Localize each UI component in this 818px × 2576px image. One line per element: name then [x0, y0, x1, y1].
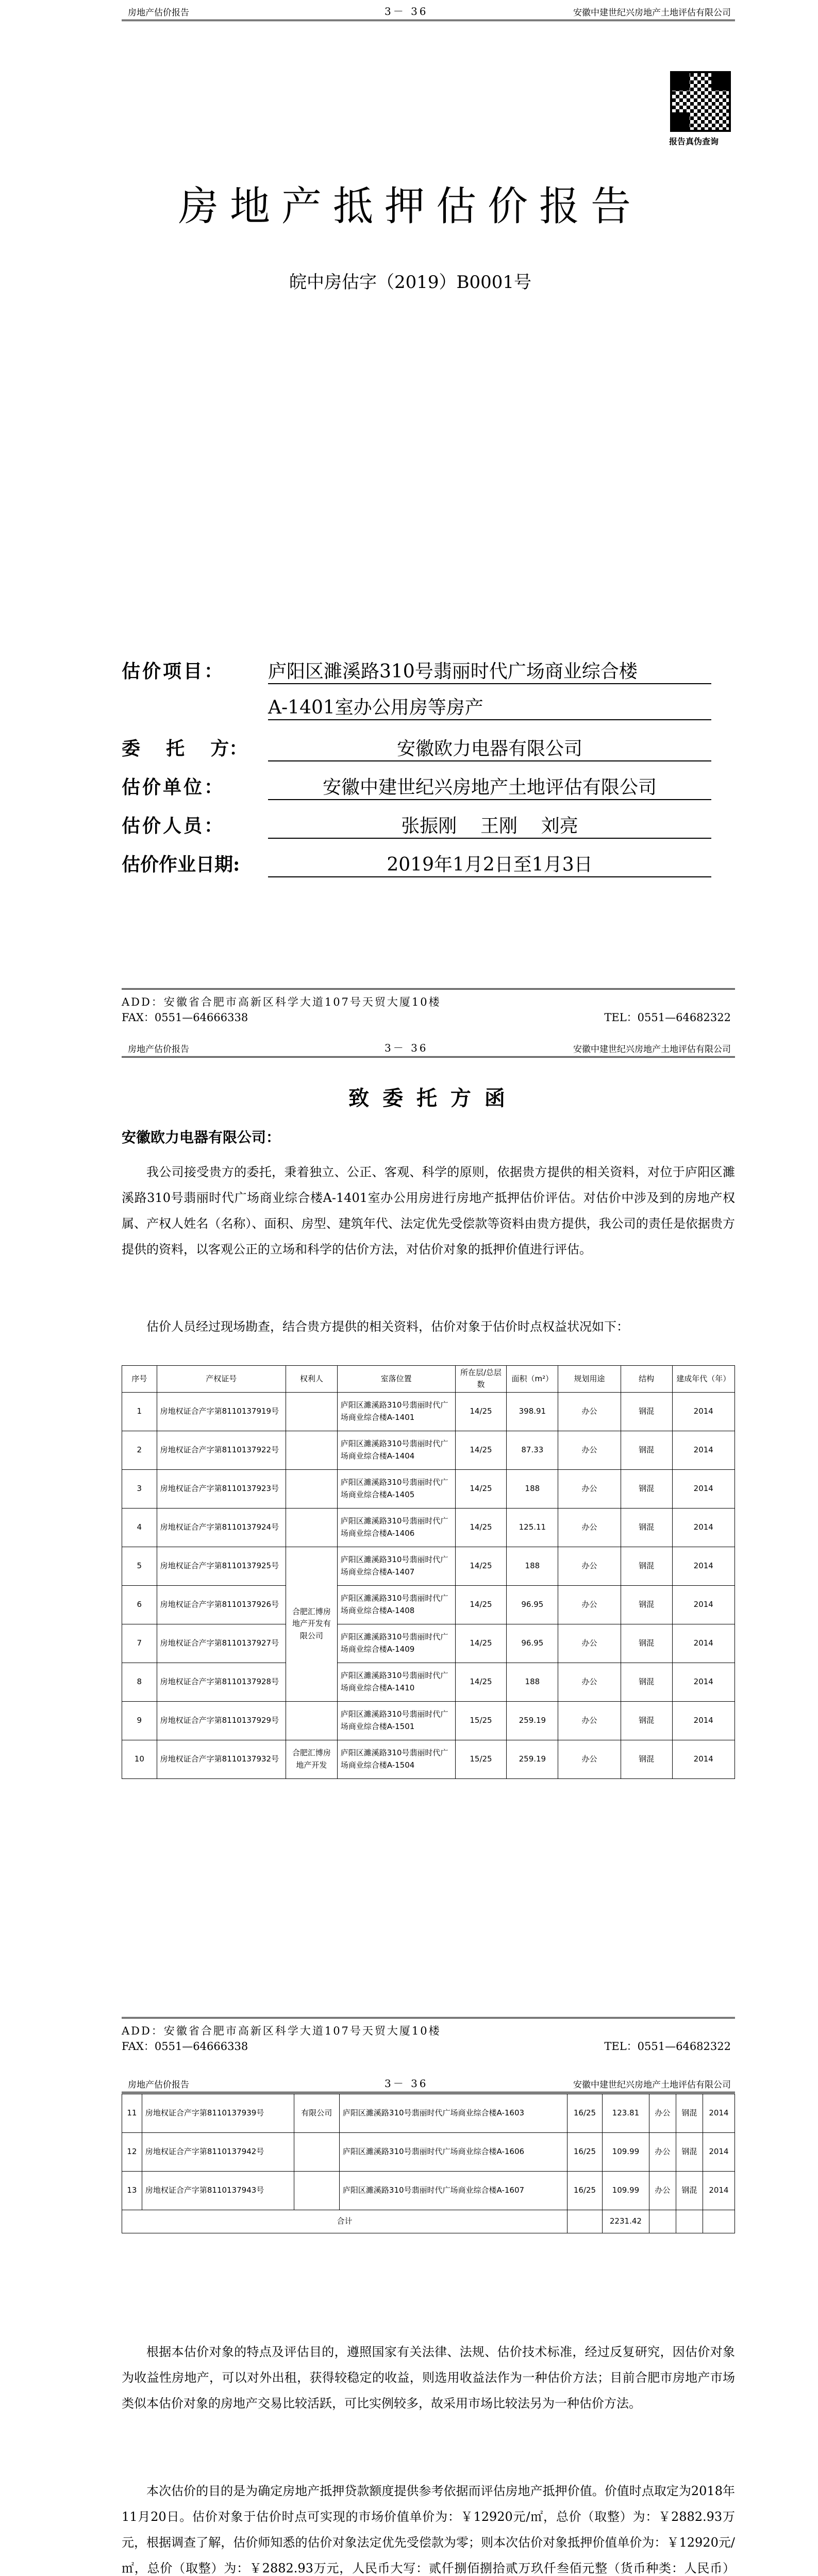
table-row	[122, 1392, 735, 1431]
cell-index: 4	[122, 1508, 157, 1547]
property-table	[122, 1365, 735, 1779]
table-row	[122, 1740, 735, 1778]
owner-cell	[286, 1392, 337, 1431]
cell-location: 庐阳区濉溪路310号翡丽时代广场商业综合楼A-1504	[337, 1740, 455, 1778]
table-row	[122, 1585, 735, 1624]
table-row	[122, 1431, 735, 1469]
cell-area: 259.19	[507, 1701, 558, 1740]
cell-floor: 14/25	[455, 1469, 507, 1508]
cell-area: 87.33	[507, 1431, 558, 1469]
cell-location: 庐阳区濉溪路310号翡丽时代广场商业综合楼A-1607	[339, 2172, 567, 2210]
page-header	[122, 1039, 735, 1058]
cell-cert: 房地权证合产字第8110137923号	[157, 1469, 286, 1508]
cell-location: 庐阳区濉溪路310号翡丽时代广场商业综合楼A-1606	[339, 2133, 567, 2172]
cell-area: 259.19	[507, 1740, 558, 1778]
cell-use: 办公	[558, 1585, 621, 1624]
table-row	[122, 2172, 735, 2210]
cell-cert: 房地权证合产字第8110137932号	[157, 1740, 286, 1778]
col-structure: 结构	[621, 1366, 672, 1393]
cell-year: 2014	[703, 2172, 734, 2210]
project-label: 估价项目：	[122, 660, 225, 682]
owner-cell: 有限公司	[294, 2094, 339, 2133]
letter-page-continued	[0, 2071, 818, 2576]
cell-floor: 14/25	[455, 1547, 507, 1585]
cell-area: 123.81	[603, 2094, 649, 2133]
cell-year: 2014	[672, 1624, 734, 1663]
header-left: 房地产估价报告	[128, 8, 189, 18]
cover-page	[0, 0, 818, 1030]
cell-year: 2014	[672, 1508, 734, 1547]
cell-structure: 钢混	[621, 1585, 672, 1624]
footer-address: ADD：安徽省合肥市高新区科学大道107号天贸大厦10楼	[122, 996, 441, 1008]
cell-structure: 钢混	[621, 1547, 672, 1585]
header-page-number: 3－ 36	[385, 1042, 428, 1054]
cell-index: 9	[122, 1701, 157, 1740]
cell-cert: 房地权证合产字第8110137925号	[157, 1547, 286, 1585]
col-owner: 权利人	[286, 1366, 337, 1393]
page-footer	[122, 2017, 735, 2064]
cell-location: 庐阳区濉溪路310号翡丽时代广场商业综合楼A-1410	[337, 1663, 455, 1701]
table-row	[122, 2094, 735, 2133]
col-index: 序号	[122, 1366, 157, 1393]
page-footer	[122, 988, 735, 1030]
table-row	[122, 2133, 735, 2172]
cell-floor: 14/25	[455, 1392, 507, 1431]
cell-cert: 房地权证合产字第8110137928号	[157, 1663, 286, 1701]
footer-address: ADD：安徽省合肥市高新区科学大道107号天贸大厦10楼	[122, 2025, 441, 2037]
footer-tel: TEL：0551—64682322	[604, 1011, 731, 1024]
cell-index: 3	[122, 1469, 157, 1508]
cell-index: 5	[122, 1547, 157, 1585]
owner-cell: 合肥汇博房地产开发	[286, 1740, 337, 1778]
total-area: 2231.42	[603, 2210, 649, 2233]
cell-area: 96.95	[507, 1585, 558, 1624]
owner-cell	[286, 1431, 337, 1469]
cell-index: 6	[122, 1585, 157, 1624]
total-label: 合计	[122, 2210, 567, 2233]
cell-location: 庐阳区濉溪路310号翡丽时代广场商业综合楼A-1407	[337, 1547, 455, 1585]
header-right: 安徽中建世纪兴房地产土地评估有限公司	[573, 8, 731, 18]
cell-structure: 钢混	[676, 2094, 703, 2133]
cell-structure: 钢混	[621, 1701, 672, 1740]
letter-paragraph-3: 根据本估价对象的特点及评估目的，遵照国家有关法律、法规、估价技术标准，经过反复研究，因估价对象为收益性房地产，可以对外出租，获得较稳定的收益，则选用收益法作为一种估价方法；目前合肥市房地产市场类似本估价对象的房地产交易比较活跃，可比实例较多，故采用市场比较法另为一种估价方法。	[122, 2345, 735, 2411]
letter-paragraph-1: 我公司接受贵方的委托，秉着独立、公正、客观、科学的原则，依据贵方提供的相关资料，对位于庐阳区濉溪路310号翡丽时代广场商业综合楼A-1401室办公用房进行房地产抵押估价评估。对估价中涉及到的房地产权属、产权人姓名（名称）、面积、房型、建筑年代、法定优先受偿款等资料由贵方提供，我公司的责任是依据贵方提供的资料，以客观公正的立场和科学的估价方法，对估价对象的抵押价值进行评估。	[122, 1165, 735, 1257]
cell-floor: 16/25	[567, 2133, 602, 2172]
cell-area: 188	[507, 1547, 558, 1585]
date-label: 估价作业日期:	[122, 854, 240, 875]
col-use: 规划用途	[558, 1366, 621, 1393]
cell-use: 办公	[558, 1469, 621, 1508]
qr-code-icon[interactable]	[670, 71, 731, 132]
person-label: 估价人员：	[122, 815, 225, 837]
letter-title: 致 委 托 方 函	[348, 1086, 508, 1110]
cell-structure: 钢混	[676, 2133, 703, 2172]
cell-use: 办公	[558, 1392, 621, 1431]
table-total-row	[122, 2210, 735, 2233]
table-row	[122, 1469, 735, 1508]
cell-location: 庐阳区濉溪路310号翡丽时代广场商业综合楼A-1406	[337, 1508, 455, 1547]
table-header-row	[122, 1366, 735, 1393]
cell-area: 188	[507, 1469, 558, 1508]
cell-index: 11	[122, 2094, 142, 2133]
table-row	[122, 1701, 735, 1740]
cell-use: 办公	[558, 1431, 621, 1469]
cell-year: 2014	[672, 1469, 734, 1508]
cell-cert: 房地权证合产字第8110137943号	[142, 2172, 294, 2210]
cell-use: 办公	[558, 1624, 621, 1663]
cell-cert: 房地权证合产字第8110137924号	[157, 1508, 286, 1547]
owner-cell	[294, 2172, 339, 2210]
report-code: 皖中房估字（2019）B0001号	[289, 272, 532, 293]
cell-location: 庐阳区濉溪路310号翡丽时代广场商业综合楼A-1405	[337, 1469, 455, 1508]
col-location: 室落位置	[337, 1366, 455, 1393]
project-line1: 庐阳区濉溪路310号翡丽时代广场商业综合楼	[268, 657, 711, 684]
cell-index: 8	[122, 1663, 157, 1701]
cell-index: 7	[122, 1624, 157, 1663]
header-page-number: 3－ 36	[385, 5, 428, 18]
cell-use: 办公	[558, 1740, 621, 1778]
cell-floor: 15/25	[455, 1701, 507, 1740]
cell-cert: 房地权证合产字第8110137939号	[142, 2094, 294, 2133]
cell-cert: 房地权证合产字第8110137942号	[142, 2133, 294, 2172]
cell-year: 2014	[672, 1740, 734, 1778]
cell-floor: 14/25	[455, 1431, 507, 1469]
letter-page	[0, 1036, 818, 2066]
col-cert: 产权证号	[157, 1366, 286, 1393]
cell-floor: 14/25	[455, 1624, 507, 1663]
report-title: 房地产抵押估价报告	[178, 183, 642, 230]
cell-year: 2014	[672, 1701, 734, 1740]
cell-structure: 钢混	[621, 1624, 672, 1663]
cell-floor: 14/25	[455, 1508, 507, 1547]
cell-structure: 钢混	[621, 1392, 672, 1431]
footer-tel: TEL：0551—64682322	[604, 2040, 731, 2053]
owner-cell	[294, 2133, 339, 2172]
cell-use: 办公	[558, 1508, 621, 1547]
cell-year: 2014	[703, 2133, 734, 2172]
owner-cell	[286, 1469, 337, 1508]
qr-caption: 报告真伪查询	[669, 137, 719, 146]
owner-cell: 合肥汇博房地产开发有限公司	[286, 1547, 337, 1701]
cell-structure: 钢混	[621, 1469, 672, 1508]
unit-name: 安徽中建世纪兴房地产土地评估有限公司	[268, 773, 711, 800]
cell-area: 125.11	[507, 1508, 558, 1547]
cell-location: 庐阳区濉溪路310号翡丽时代广场商业综合楼A-1603	[339, 2094, 567, 2133]
cell-use: 办公	[649, 2172, 676, 2210]
cell-location: 庐阳区濉溪路310号翡丽时代广场商业综合楼A-1409	[337, 1624, 455, 1663]
work-date: 2019年1月2日至1月3日	[268, 850, 711, 877]
cell-cert: 房地权证合产字第8110137927号	[157, 1624, 286, 1663]
cell-year: 2014	[703, 2094, 734, 2133]
header-right: 安徽中建世纪兴房地产土地评估有限公司	[573, 1044, 731, 1055]
table-row	[122, 1624, 735, 1663]
unit-label: 估价单位：	[122, 776, 225, 798]
cell-structure: 钢混	[621, 1663, 672, 1701]
owner-cell	[286, 1701, 337, 1740]
cell-year: 2014	[672, 1392, 734, 1431]
property-table-continued	[122, 2094, 735, 2233]
col-floor: 所在层/总层数	[455, 1366, 507, 1393]
cell-floor: 16/25	[567, 2094, 602, 2133]
cell-structure: 钢混	[676, 2172, 703, 2210]
cell-location: 庐阳区濉溪路310号翡丽时代广场商业综合楼A-1408	[337, 1585, 455, 1624]
cell-use: 办公	[649, 2094, 676, 2133]
cell-area: 96.95	[507, 1624, 558, 1663]
cell-use: 办公	[649, 2133, 676, 2172]
header-right: 安徽中建世纪兴房地产土地评估有限公司	[573, 2080, 731, 2090]
cell-location: 庐阳区濉溪路310号翡丽时代广场商业综合楼A-1401	[337, 1392, 455, 1431]
cell-index: 1	[122, 1392, 157, 1431]
page-header	[122, 2074, 735, 2093]
cell-floor: 14/25	[455, 1663, 507, 1701]
header-page-number: 3－ 36	[385, 2077, 428, 2090]
cell-floor: 14/25	[455, 1585, 507, 1624]
cell-floor: 16/25	[567, 2172, 602, 2210]
cell-cert: 房地权证合产字第8110137922号	[157, 1431, 286, 1469]
col-year: 建成年代（年）	[672, 1366, 734, 1393]
cell-location: 庐阳区濉溪路310号翡丽时代广场商业综合楼A-1501	[337, 1701, 455, 1740]
cell-cert: 房地权证合产字第8110137926号	[157, 1585, 286, 1624]
client-label: 委 托 方：	[122, 738, 248, 759]
cell-use: 办公	[558, 1663, 621, 1701]
table-row	[122, 1547, 735, 1585]
cell-index: 2	[122, 1431, 157, 1469]
cell-area: 398.91	[507, 1392, 558, 1431]
cell-structure: 钢混	[621, 1508, 672, 1547]
cell-year: 2014	[672, 1585, 734, 1624]
table-row	[122, 1508, 735, 1547]
cell-index: 12	[122, 2133, 142, 2172]
col-area: 面积（m²）	[507, 1366, 558, 1393]
cell-year: 2014	[672, 1547, 734, 1585]
footer-fax: FAX：0551—64666338	[122, 1011, 248, 1024]
cell-use: 办公	[558, 1701, 621, 1740]
letter-recipient: 安徽欧力电器有限公司：	[122, 1129, 281, 1146]
cell-structure: 钢混	[621, 1431, 672, 1469]
header-left: 房地产估价报告	[128, 1044, 189, 1055]
page-header	[122, 2, 735, 21]
cell-structure: 钢混	[621, 1740, 672, 1778]
person-names: 张振刚 王刚 刘亮	[268, 811, 711, 839]
cell-area: 188	[507, 1663, 558, 1701]
cell-use: 办公	[558, 1547, 621, 1585]
client-name: 安徽欧力电器有限公司	[268, 734, 711, 761]
cell-area: 109.99	[603, 2172, 649, 2210]
letter-paragraph-4: 本次估价的目的是为确定房地产抵押贷款额度提供参考依据而评估房地产抵押价值。价值时点取定为2018年11月20日。估价对象于估价时点可实现的市场价值单价为：￥12920元/㎡，总价（取整）为：￥2882.93万元，根据调查了解，估价师知悉的估价对象法定优先受偿款为零；则本次估价对象抵押价值单价为：￥12920元/㎡，总价（取整）为：￥2882.93万元，人民币大写：贰仟捌佰捌拾贰万玖仟叁佰元整（货币种类：人民币）	[122, 2484, 735, 2575]
table-row	[122, 1663, 735, 1701]
cell-index: 13	[122, 2172, 142, 2210]
header-left: 房地产估价报告	[128, 2080, 189, 2090]
footer-fax: FAX：0551—64666338	[122, 2040, 248, 2053]
letter-paragraph-2: 估价人员经过现场勘查，结合贵方提供的相关资料，估价对象于估价时点权益状况如下：	[146, 1319, 629, 1334]
cell-year: 2014	[672, 1663, 734, 1701]
project-line2: A-1401室办公用房等房产	[268, 693, 711, 720]
cell-location: 庐阳区濉溪路310号翡丽时代广场商业综合楼A-1404	[337, 1431, 455, 1469]
owner-cell	[286, 1508, 337, 1547]
cell-cert: 房地权证合产字第8110137929号	[157, 1701, 286, 1740]
cell-floor: 15/25	[455, 1740, 507, 1778]
cell-year: 2014	[672, 1431, 734, 1469]
cell-index: 10	[122, 1740, 157, 1778]
cell-area: 109.99	[603, 2133, 649, 2172]
cell-cert: 房地权证合产字第8110137919号	[157, 1392, 286, 1431]
